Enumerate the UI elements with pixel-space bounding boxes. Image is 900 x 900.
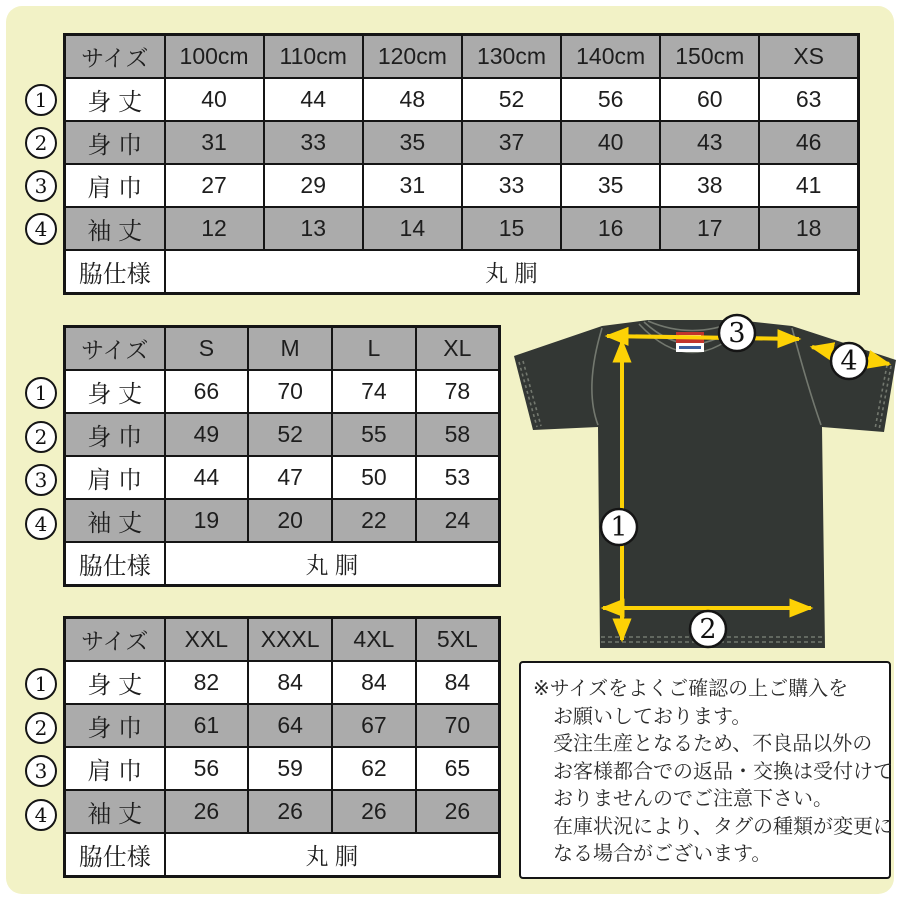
size-column-header: 140cm — [561, 35, 660, 79]
measurement-value-cell: 22 — [332, 499, 416, 542]
measurement-value-cell: 60 — [660, 78, 759, 121]
row-marker-2-icon: 2 — [25, 712, 57, 744]
measurement-value-cell: 43 — [660, 121, 759, 164]
measurement-value-cell: 84 — [416, 661, 500, 704]
measurement-value-cell: 53 — [416, 456, 500, 499]
measurement-value-cell: 33 — [462, 164, 561, 207]
size-table-xxl-5xl — [63, 616, 501, 878]
measurement-value-cell: 26 — [165, 790, 249, 833]
size-column-header: XL — [416, 327, 500, 371]
measurement-value-cell: 44 — [165, 456, 249, 499]
measurement-value-cell: 40 — [561, 121, 660, 164]
measurement-value-cell: 35 — [363, 121, 462, 164]
size-table-s-xl — [63, 325, 501, 587]
note-line: おりませんのでご注意下さい。 — [553, 788, 833, 810]
measurement-row-label: 身 巾 — [65, 121, 165, 164]
measurement-value-cell: 18 — [759, 207, 858, 250]
size-column-header: 100cm — [165, 35, 264, 79]
size-header-label: サイズ — [65, 327, 165, 371]
measurement-value-cell: 14 — [363, 207, 462, 250]
measurement-value-cell: 37 — [462, 121, 561, 164]
measurement-value-cell: 24 — [416, 499, 500, 542]
collar-brand-tag-icon — [676, 332, 704, 352]
side-spec-value: 丸 胴 — [165, 542, 500, 586]
measurement-value-cell: 15 — [462, 207, 561, 250]
measurement-row-label: 肩 巾 — [65, 164, 165, 207]
measurement-value-cell: 50 — [332, 456, 416, 499]
measurement-value-cell: 58 — [416, 413, 500, 456]
measurement-value-cell: 16 — [561, 207, 660, 250]
measurement-value-cell: 82 — [165, 661, 249, 704]
measurement-value-cell: 12 — [165, 207, 264, 250]
measurement-value-cell: 33 — [264, 121, 363, 164]
measurement-value-cell: 62 — [332, 747, 416, 790]
measurement-value-cell: 52 — [248, 413, 332, 456]
measurement-value-cell: 27 — [165, 164, 264, 207]
diagram-marker-4-label: 4 — [840, 346, 858, 377]
row-marker-1-icon: 1 — [25, 668, 57, 700]
measurement-row-label: 身 丈 — [65, 370, 165, 413]
measurement-value-cell: 56 — [561, 78, 660, 121]
size-column-header: M — [248, 327, 332, 371]
measurement-value-cell: 35 — [561, 164, 660, 207]
measurement-value-cell: 31 — [363, 164, 462, 207]
measurement-value-cell: 74 — [332, 370, 416, 413]
measurement-value-cell: 38 — [660, 164, 759, 207]
measurement-value-cell: 26 — [416, 790, 500, 833]
row-marker-1-icon: 1 — [25, 377, 57, 409]
tshirt-measurement-diagram — [500, 300, 900, 660]
note-line: なる場合がございます。 — [553, 843, 772, 865]
measurement-value-cell: 46 — [759, 121, 858, 164]
measurement-row-label: 袖 丈 — [65, 499, 165, 542]
measurement-value-cell: 59 — [248, 747, 332, 790]
size-column-header: 120cm — [363, 35, 462, 79]
measurement-row-label: 身 巾 — [65, 704, 165, 747]
measurement-value-cell: 29 — [264, 164, 363, 207]
size-column-header: 4XL — [332, 618, 416, 662]
measurement-value-cell: 78 — [416, 370, 500, 413]
row-marker-1-icon: 1 — [25, 84, 57, 116]
measurement-value-cell: 19 — [165, 499, 249, 542]
diagram-marker-2-label: 2 — [699, 614, 717, 645]
measurement-row-label: 身 巾 — [65, 413, 165, 456]
size-column-header: L — [332, 327, 416, 371]
measurement-row-label: 袖 丈 — [65, 790, 165, 833]
size-column-header: 110cm — [264, 35, 363, 79]
measurement-value-cell: 70 — [248, 370, 332, 413]
size-column-header: XS — [759, 35, 858, 79]
note-line: ※サイズをよくご確認の上ご購入を — [533, 678, 849, 700]
measurement-row-label: 袖 丈 — [65, 207, 165, 250]
diagram-marker-3-label: 3 — [728, 318, 746, 349]
measurement-value-cell: 31 — [165, 121, 264, 164]
measurement-value-cell: 41 — [759, 164, 858, 207]
measurement-value-cell: 48 — [363, 78, 462, 121]
measurement-value-cell: 64 — [248, 704, 332, 747]
row-marker-4-icon: 4 — [25, 508, 57, 540]
row-marker-2-icon: 2 — [25, 127, 57, 159]
size-header-label: サイズ — [65, 35, 165, 79]
measurement-value-cell: 61 — [165, 704, 249, 747]
size-column-header: 5XL — [416, 618, 500, 662]
measurement-value-cell: 56 — [165, 747, 249, 790]
side-spec-label: 脇仕様 — [65, 250, 165, 294]
row-marker-3-icon: 3 — [25, 464, 57, 496]
size-column-header: S — [165, 327, 249, 371]
note-line: 在庫状況により、タグの種類が変更に — [553, 815, 893, 838]
purchase-note-box — [519, 661, 891, 879]
measurement-value-cell: 84 — [332, 661, 416, 704]
size-column-header: XXL — [165, 618, 249, 662]
size-column-header: XXXL — [248, 618, 332, 662]
measurement-value-cell: 66 — [165, 370, 249, 413]
measurement-value-cell: 65 — [416, 747, 500, 790]
row-marker-4-icon: 4 — [25, 213, 57, 245]
measurement-value-cell: 44 — [264, 78, 363, 121]
measurement-row-label: 肩 巾 — [65, 456, 165, 499]
size-column-header: 130cm — [462, 35, 561, 79]
row-marker-4-icon: 4 — [25, 799, 57, 831]
row-marker-2-icon: 2 — [25, 421, 57, 453]
row-marker-3-icon: 3 — [25, 170, 57, 202]
size-column-header: 150cm — [660, 35, 759, 79]
measurement-value-cell: 55 — [332, 413, 416, 456]
measurement-value-cell: 52 — [462, 78, 561, 121]
side-spec-value: 丸 胴 — [165, 250, 859, 294]
size-header-label: サイズ — [65, 618, 165, 662]
measurement-value-cell: 84 — [248, 661, 332, 704]
measurement-value-cell: 40 — [165, 78, 264, 121]
note-line: お客様都合での返品・交換は受付けて — [553, 760, 893, 783]
row-marker-3-icon: 3 — [25, 755, 57, 787]
measurement-value-cell: 17 — [660, 207, 759, 250]
measurement-value-cell: 26 — [248, 790, 332, 833]
measurement-value-cell: 13 — [264, 207, 363, 250]
size-table-kids-xs — [63, 33, 860, 295]
measurement-row-label: 身 丈 — [65, 661, 165, 704]
side-spec-label: 脇仕様 — [65, 833, 165, 877]
note-line: お願いしております。 — [553, 705, 752, 728]
diagram-marker-1-label: 1 — [610, 512, 628, 543]
side-spec-value: 丸 胴 — [165, 833, 500, 877]
measurement-row-label: 肩 巾 — [65, 747, 165, 790]
measurement-value-cell: 26 — [332, 790, 416, 833]
measurement-value-cell: 49 — [165, 413, 249, 456]
measurement-value-cell: 20 — [248, 499, 332, 542]
measurement-value-cell: 67 — [332, 704, 416, 747]
measurement-value-cell: 47 — [248, 456, 332, 499]
measurement-value-cell: 70 — [416, 704, 500, 747]
side-spec-label: 脇仕様 — [65, 542, 165, 586]
note-line: 受注生産となるため、不良品以外の — [553, 733, 873, 755]
measurement-row-label: 身 丈 — [65, 78, 165, 121]
measurement-value-cell: 63 — [759, 78, 858, 121]
